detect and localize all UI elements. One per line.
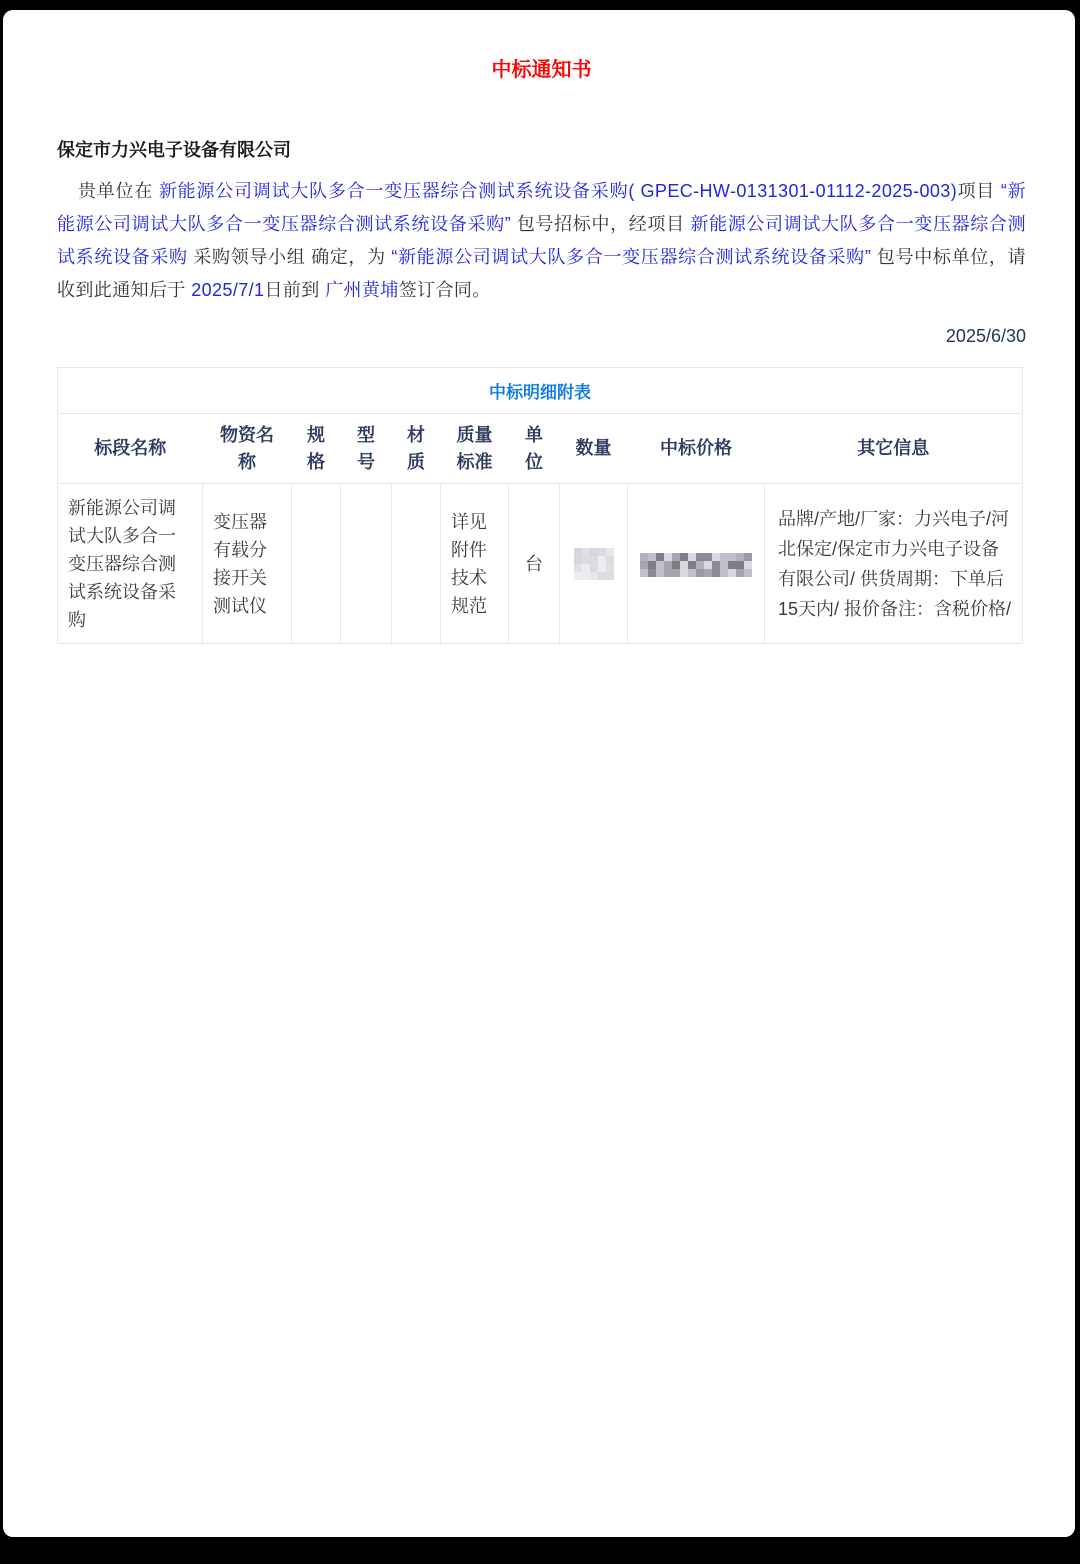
notice-link[interactable]: 2025/7/1 (191, 280, 265, 300)
col-header-quality-standard: 质量标准 (441, 414, 509, 484)
table-caption: 中标明细附表 (58, 368, 1023, 414)
col-header-spec: 规格 (292, 414, 341, 484)
award-detail-table (57, 367, 1023, 644)
notice-text: 项目 (957, 181, 1001, 201)
cell-model (341, 484, 392, 644)
notice-text: 包号招标中，经项目 (511, 214, 691, 234)
price-redacted-mosaic (640, 553, 752, 577)
notice-link[interactable]: 广州黄埔 (325, 280, 399, 300)
notice-link[interactable]: 新能源公司调试大队多合一变压器综合测试系统设备采购( GPEC-HW-0131301-01112-2025-003) (158, 181, 958, 201)
col-header-material-name: 物资名称 (203, 414, 292, 484)
notice-link[interactable]: “新能源公司调试大队多合一变压器综合测试系统设备采购” (391, 247, 872, 267)
notice-text: 日前到 (264, 280, 326, 300)
document-content (57, 58, 1026, 644)
notice-text: 包号中标单位，请收到此通知后于 (57, 247, 1026, 300)
table-header-row (58, 414, 1023, 484)
col-header-model: 型号 (341, 414, 392, 484)
cell-material-name: 变压器有载分接开关测试仪 (203, 484, 292, 644)
notice-text: 贵单位在 (78, 181, 159, 201)
document-page (3, 10, 1075, 1537)
cell-award-price (628, 484, 765, 644)
cell-unit: 台 (509, 484, 560, 644)
cell-section-name: 新能源公司调试大队多合一变压器综合测试系统设备采购 (58, 484, 203, 644)
notice-date: 2025/6/30 (945, 326, 1026, 346)
cell-other-info: 品牌/产地/厂家：力兴电子/河北保定/保定市力兴电子设备有限公司/ 供货周期：下单后15天内/ 报价备注：含税价格/ (765, 484, 1023, 644)
col-header-material: 材质 (392, 414, 441, 484)
quantity-redacted-mosaic (574, 548, 614, 580)
cell-quality-standard: 详见附件技术规范 (441, 484, 509, 644)
page-title: 中标通知书 (491, 59, 592, 81)
col-header-quantity: 数量 (560, 414, 628, 484)
notice-text: 签订合同。 (398, 280, 491, 300)
notice-link[interactable]: “新能源公司调试大队多合一变压器综合测试系统设备采购” (57, 181, 1027, 234)
cell-material (392, 484, 441, 644)
col-header-other-info: 其它信息 (765, 414, 1023, 484)
cell-quantity (560, 484, 628, 644)
col-header-unit: 单位 (509, 414, 560, 484)
table-row (58, 484, 1023, 644)
notice-paragraph (57, 175, 1026, 307)
col-header-section-name: 标段名称 (58, 414, 203, 484)
col-header-award-price: 中标价格 (628, 414, 765, 484)
recipient-company: 保定市力兴电子设备有限公司 (57, 140, 291, 160)
cell-spec (292, 484, 341, 644)
notice-text: 采购领导小组 确定，为 (187, 247, 392, 267)
notice-link[interactable]: 新能源公司调试大队多合一变压器综合测试系统设备采购 (57, 214, 1026, 267)
